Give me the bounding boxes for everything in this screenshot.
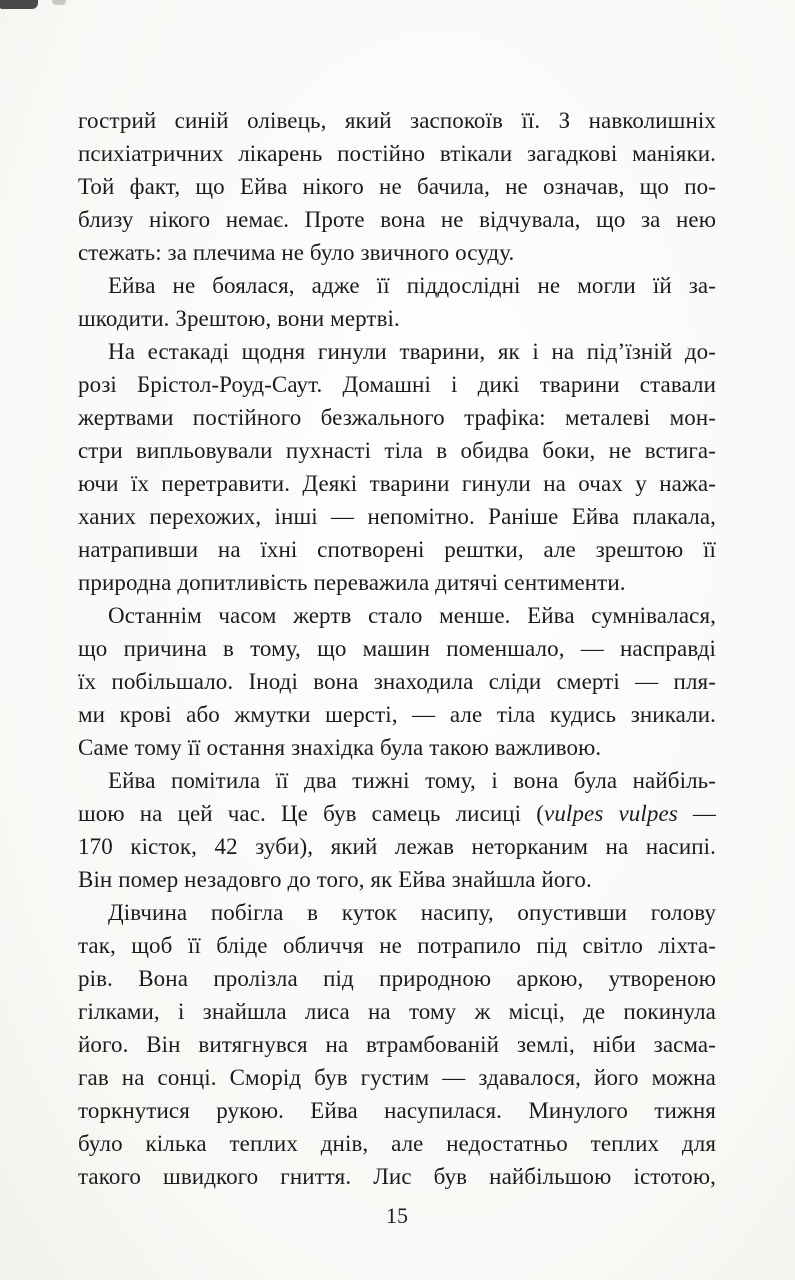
text-line: шкодити. Зрештою, вони мертві. [78, 306, 400, 331]
text-line: так, щоб її бліде обличчя не потрапило під світло ліхта- [78, 933, 716, 958]
text-line: близу нікого немає. Проте вона не відчувала, що за нею [78, 207, 716, 232]
text-line: гілками, і знайшла лиса на тому ж місці, де покинула [78, 999, 716, 1024]
text-line: стежать: за плечима не було звичного осуду. [78, 240, 515, 265]
species-name-italic: vulpes vulpes [544, 801, 678, 826]
text-line: рів. Вона пролізла під природною аркою, утвореною [78, 966, 716, 991]
text-line: було кілька теплих днів, але недостатньо теплих для [78, 1131, 716, 1156]
paragraph [78, 335, 716, 599]
page-number: 15 [386, 1203, 408, 1228]
text-line: торкнутися рукою. Ейва насупилася. Минулого тижня [78, 1098, 716, 1123]
text-line: 170 кісток, 42 зуби), який лежав неторканим на насипі. [78, 834, 716, 859]
text-line: такого швидкого гниття. Лис був найбільшою істотою, [78, 1164, 716, 1189]
text-line: Дівчина побігла в куток насипу, опустивши голову [108, 900, 716, 925]
text-line: Останнім часом жертв стало менше. Ейва сумнівалася, [108, 603, 716, 628]
text-segment: шою на цей час. Це був самець лисиці ( [78, 801, 545, 826]
paragraph [78, 599, 716, 764]
scan-artifact [0, 0, 38, 9]
text-line [78, 797, 716, 830]
text-segment: — [677, 801, 716, 826]
text-line: ючи їх перетравити. Деякі тварини гинули на очах у нажа- [78, 471, 716, 496]
scan-artifact-small [52, 0, 66, 5]
paragraph [78, 764, 716, 896]
text-line: розі Брістол-Роуд-Саут. Домашні і дикі тварини ставали [78, 372, 716, 397]
text-line: стри випльовували пухнасті тіла в обидва боки, не встига- [78, 438, 716, 463]
text-line: Ейва помітила її два тижні тому, і вона була найбіль- [108, 768, 716, 793]
text-line: гострий синій олівець, який заспокоїв її. З навколишніх [78, 108, 716, 133]
paragraph [78, 896, 716, 1193]
text-line: Саме тому її остання знахідка була такою важливою. [78, 735, 602, 760]
paragraph [78, 104, 716, 269]
text-line: Ейва не боялася, адже її піддослідні не могли їй за- [108, 273, 716, 298]
text-line: його. Він витягнувся на втрамбованій землі, ніби засма- [78, 1032, 716, 1057]
text-line: гав на сонці. Сморід був густим — здавалося, його можна [78, 1065, 716, 1090]
text-block [78, 104, 716, 1193]
text-line: жертвами постійного безжального трафіка: металеві мон- [78, 405, 716, 430]
paragraph [78, 269, 716, 335]
text-line: ханих перехожих, інші — непомітно. Раніше Ейва плакала, [78, 504, 716, 529]
text-line: ми крові або жмутки шерсті, — але тіла кудись зникали. [78, 702, 716, 727]
text-line: їх побільшало. Іноді вона знаходила сліди смерті — пля- [78, 669, 716, 694]
text-line: психіатричних лікарень постійно втікали загадкові маніяки. [78, 141, 716, 166]
text-line: що причина в тому, що машин поменшало, — насправді [78, 636, 716, 661]
text-line: природна допитливість переважила дитячі сентименти. [78, 570, 626, 595]
text-line: натрапивши на їхні спотворені рештки, але зрештою її [78, 537, 716, 562]
text-line: Той факт, що Ейва нікого не бачила, не означав, що по- [78, 174, 716, 199]
text-line: На естакаді щодня гинули тварини, як і на під’їзній до- [108, 339, 716, 364]
text-line: Він помер незадовго до того, як Ейва знайшла його. [78, 867, 592, 892]
